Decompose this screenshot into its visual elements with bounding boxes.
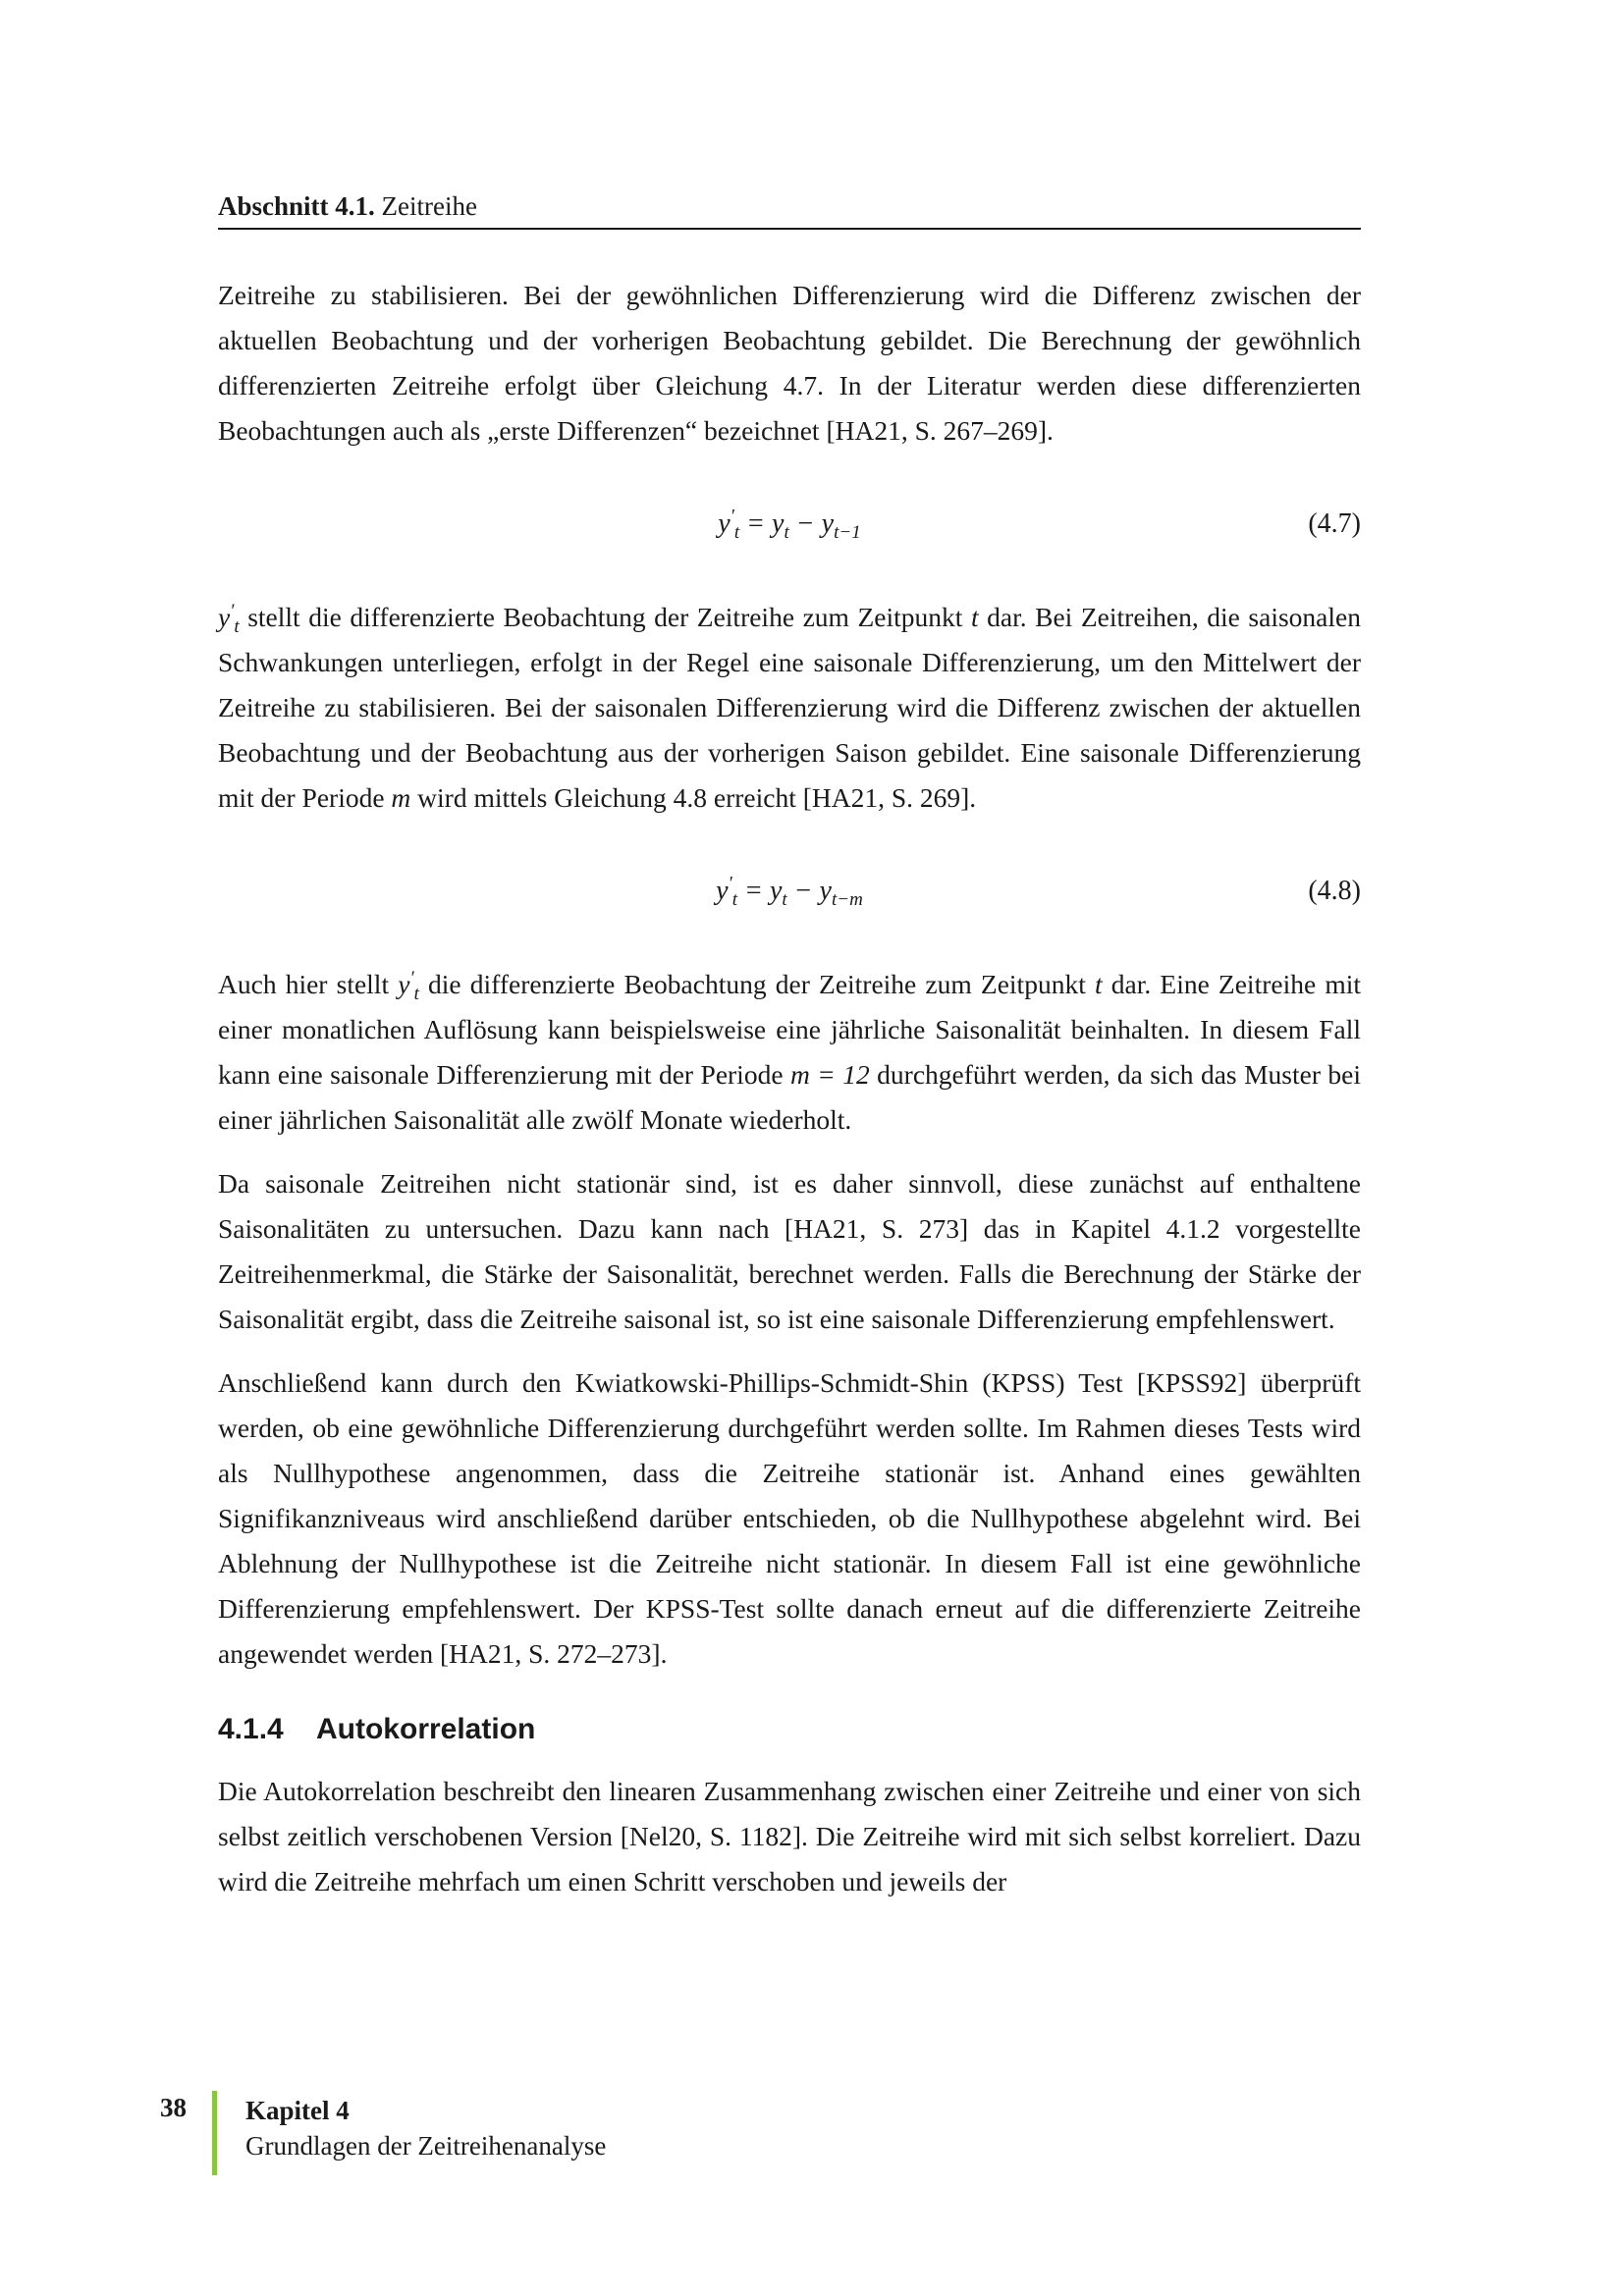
section-title: Zeitreihe: [381, 191, 477, 221]
subsection-heading: [218, 1710, 1361, 1749]
paragraph-2: $y'_t$ stellt die differenzierte Beobachtung der Zeitreihe zum Zeitpunkt t dar. Bei Zeitreihen, die saisonalen Schwankungen unterliegen, erfolgt in der Regel eine saisonale Differenzierung, um den Mittelwert der Zeitreihe zu stabilisieren. Bei der saisonalen Differenzierung wird die Differenz zwischen der aktuellen Beobachtung und der Beobachtung aus der vorherigen Saison gebildet. Eine saisonale Differenzierung mit der Periode m wird mittels Gleichung 4.8 erreicht [HA21, S. 269].: [218, 600, 1361, 813]
subsection-title: Autokorrelation: [316, 1713, 536, 1745]
footer-chapter: [245, 2093, 606, 2163]
paragraph-5: Anschließend kann durch den Kwiatkowski-Phillips-Schmidt-Shin (KPSS) Test [KPSS92] überprüft werden, ob eine gewöhnliche Differenzierung durchgeführt werden sollte. Im Rahmen dieses Tests wird als Nullhypothese angenommen, dass die Zeitreihe stationär ist. Anhand eines gewählten Signifikanzniveaus wird anschließend darüber entschieden, ob die Nullhypothese abgelehnt wird. Bei Ablehnung der Nullhypothese ist die Zeitreihe nicht stationär. In diesem Fall ist eine gewöhnliche Differenzierung empfehlenswert. Der KPSS-Test sollte danach erneut auf die differenzierte Zeitreihe angewendet werden [HA21, S. 272–273].: [218, 1367, 1361, 1669]
chapter-label: Kapitel 4: [245, 2096, 350, 2125]
paragraph-4: Da saisonale Zeitreihen nicht stationär sind, ist es daher sinnvoll, diese zunächst auf enthaltene Saisonalitäten zu untersuchen. Dazu kann nach [HA21, S. 273] das in Kapitel 4.1.2 vorgestellte Zeitreihenmerkmal, die Stärke der Saisonalität, berechnet werden. Falls die Berechnung der Stärke der Saisonalität ergibt, dass die Zeitreihe saisonal ist, so ist eine saisonale Differenzierung empfehlenswert.: [218, 1168, 1361, 1334]
equation-4-8-formula: $y'_t = y_t - y_{t-m}$: [716, 873, 863, 910]
page-body: [218, 273, 1361, 1923]
subsection-number: 4.1.4: [218, 1713, 284, 1745]
page-number: 38: [160, 2093, 187, 2122]
paragraph-3: Auch hier stellt $y'_t$ die differenzierte Beobachtung der Zeitreihe zum Zeitpunkt t dar. Eine Zeitreihe mit einer monatlichen Auflösung kann beispielsweise eine jährliche Saisonalität beinhalten. In diesem Fall kann eine saisonale Differenzierung mit der Periode m = 12 durchgeführt werden, da sich das Muster bei einer jährlichen Saisonalität alle zwölf Monate wiederholt.: [218, 967, 1362, 1135]
equation-4-8: [218, 873, 1361, 921]
equation-4-7-formula: $y'_t = y_t - y_{t-1}$: [718, 506, 861, 543]
chapter-title: Grundlagen der Zeitreihenanalyse: [245, 2131, 607, 2161]
equation-4-8-number: (4.8): [1308, 876, 1361, 906]
running-header: [218, 191, 1361, 230]
paragraph-1: Zeitreihe zu stabilisieren. Bei der gewöhnlichen Differenzierung wird die Differenz zwischen der aktuellen Beobachtung und der vorherigen Beobachtung gebildet. Die Berechnung der gewöhnlich differenzierten Zeitreihe erfolgt über Gleichung 4.7. In der Literatur werden diese differenzierten Beobachtungen auch als „erste Differenzen“ bezeichnet [HA21, S. 267–269].: [218, 280, 1361, 446]
footer-accent-bar: [212, 2091, 217, 2175]
paragraph-6: Die Autokorrelation beschreibt den linearen Zusammenhang zwischen einer Zeitreihe und einer von sich selbst zeitlich verschobenen Version [Nel20, S. 1182]. Die Zeitreihe wird mit sich selbst korreliert. Dazu wird die Zeitreihe mehrfach um einen Schritt verschoben und jeweils der: [218, 1776, 1361, 1896]
section-label: Abschnitt 4.1.: [218, 191, 375, 221]
equation-4-7-number: (4.7): [1308, 508, 1361, 539]
equation-4-7: [218, 508, 1361, 554]
